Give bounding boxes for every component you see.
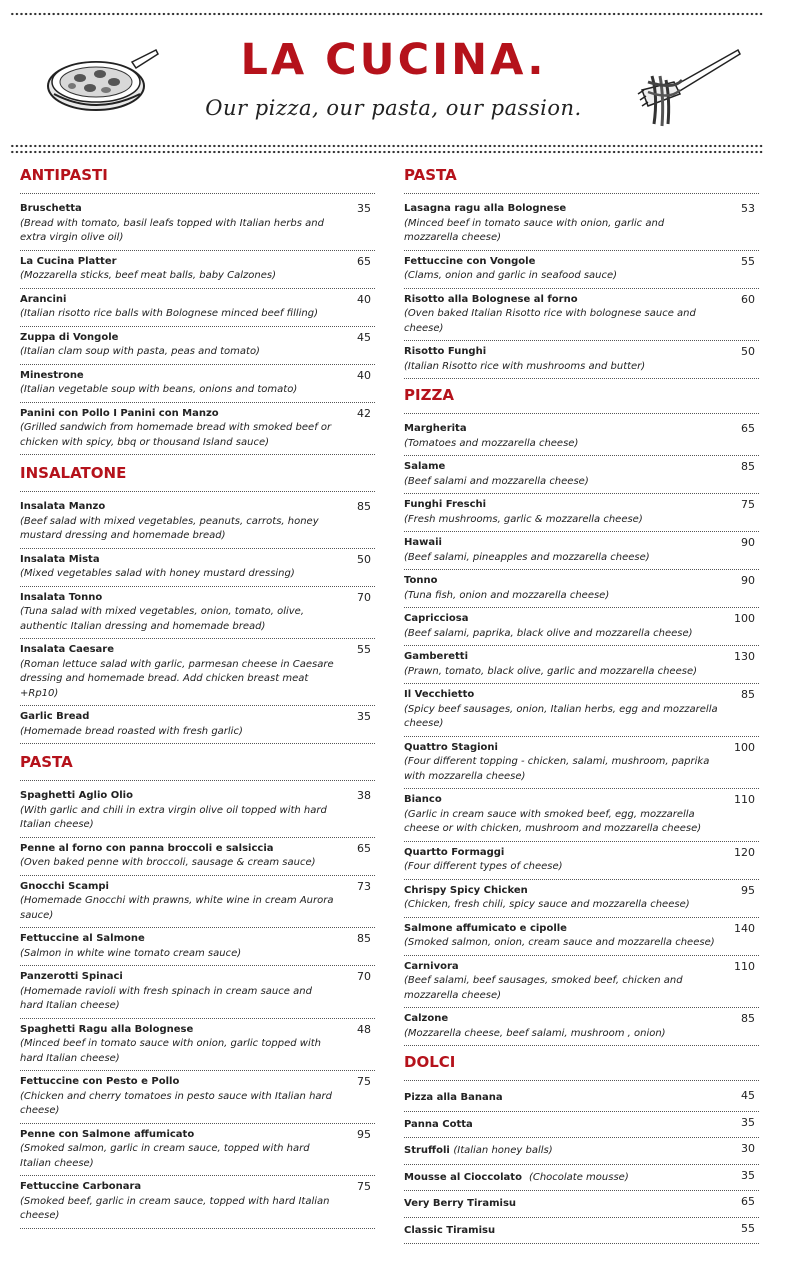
item-name: Arancini [20,293,67,305]
section-heading-pizza: PIZZA [404,383,759,414]
menu-item [404,737,759,790]
menu-item [404,608,759,646]
menu-item [20,706,375,744]
item-price: 85 [357,500,371,513]
dolci-list [404,1085,759,1244]
item-price: 100 [734,740,755,754]
menu-item [20,198,375,251]
menu-item [404,532,759,570]
section-heading-dolci: DOLCI [404,1050,759,1081]
item-price: 75 [741,498,755,511]
menu-item [404,1138,759,1165]
item-desc: (Beef salami, paprika, black olive and mozzarella cheese) [404,627,693,639]
menu-item [404,198,759,251]
item-name-text: Struffoli [404,1145,450,1156]
item-name: Risotto Funghi [404,346,487,357]
item-name: Fettuccine Carbonara [20,1181,142,1192]
item-price: 85 [357,932,371,945]
item-price: 45 [741,1089,755,1102]
item-name: Il Vecchietto [404,689,475,700]
item-name: Spaghetti Aglio Olio [20,790,133,801]
item-name: Very Berry Tiramisu [404,1198,517,1209]
item-price: 65 [357,841,371,855]
top-dotted-border [10,12,763,16]
item-name: Chrispy Spicy Chicken [404,884,528,896]
item-name: Bianco [404,794,442,805]
item-desc: (Four different topping - chicken, salami, mushroom, paprika with mozzarella cheese) [404,756,710,782]
item-name: Minestrone [20,369,84,381]
item-name: Insalata Caesare [20,644,115,655]
item-desc: (Salmon in white wine tomato cream sauce) [20,947,242,959]
item-price: 75 [357,1180,371,1193]
item-desc: (Italian honey balls) [453,1145,553,1156]
section-heading-insalatone: INSALATONE [20,461,375,492]
menu-item [20,549,375,587]
header-dotted-divider [10,144,763,148]
item-desc: (Grilled sandwich from homemade bread with smoked beef or chicken with spicy, bbq or thousand Island sauce) [20,422,332,448]
item-name: Fettuccine al Salmone [20,933,145,944]
menu-item [404,1218,759,1245]
item-name: Pizza alla Banana [404,1092,503,1103]
menu-column-right [404,163,759,1244]
menu-item [20,966,375,1019]
item-name: Classic Tiramisu [404,1224,496,1236]
item-price: 35 [357,710,371,723]
item-price: 48 [357,1022,371,1036]
menu-item [404,1112,759,1139]
item-desc: (Beef salad with mixed vegetables, peanuts, carrots, honey mustard dressing and homemade bread) [20,515,319,541]
item-price: 140 [734,921,755,935]
item-name: Bruschetta [20,203,82,214]
item-price: 130 [734,650,755,663]
item-price: 55 [741,254,755,268]
item-name: Panini con Pollo I Panini con Manzo [20,407,219,419]
item-name: Carnivora [404,960,459,972]
item-desc: (Four different types of cheese) [404,861,563,872]
restaurant-title: LA CUCINA. [240,35,547,85]
item-name: Fettuccine con Vongole [404,255,536,267]
item-price: 35 [741,1115,755,1129]
menu-item [20,1071,375,1124]
menu-item [404,289,759,342]
tagline: Our pizza, our pasta, our passion. [205,96,582,120]
item-price: 53 [741,202,755,215]
item-desc: (Minced beef in tomato sauce with onion, garlic topped with hard Italian cheese) [20,1038,321,1064]
item-desc: (Oven baked Italian Risotto rice with bolognese sauce and cheese) [404,308,696,334]
item-desc: (Homemade Gnocchi with prawns, white wine in cream Aurora sauce) [20,895,334,921]
item-price: 65 [741,1195,755,1208]
menu-item [404,842,759,880]
menu-item [404,1008,759,1046]
menu-item [404,251,759,289]
item-name: Fettuccine con Pesto e Pollo [20,1076,180,1087]
section-heading-antipasti: ANTIPASTI [20,163,375,194]
item-name: Salmone affumicato e cipolle [404,922,567,934]
item-price: 60 [741,292,755,306]
item-name: La Cucina Platter [20,255,117,267]
item-desc: (Mixed vegetables salad with honey mustard dressing) [20,568,295,579]
item-desc: (Fresh mushrooms, garlic & mozzarella cheese) [404,513,643,525]
fork-pasta-icon [634,46,744,132]
item-price: 90 [741,536,755,549]
item-name: Capricciosa [404,613,469,624]
item-price: 85 [741,1012,755,1025]
item-desc: (Tuna fish, onion and mozzarella cheese) [404,589,610,601]
item-name: Risotto alla Bolognese al forno [404,293,578,305]
item-name: Funghi Freschi [404,499,487,510]
menu-item [404,341,759,379]
item-price: 65 [741,422,755,435]
menu-item [20,1124,375,1177]
menu-item [20,403,375,456]
menu-item [20,327,375,365]
item-desc: (With garlic and chili in extra virgin olive oil topped with hard Italian cheese) [20,804,327,830]
menu-item [404,418,759,456]
item-price: 75 [357,1075,371,1088]
item-price: 50 [741,345,755,358]
item-desc: (Beef salami and mozzarella cheese) [404,475,589,487]
item-price: 35 [357,202,371,215]
item-desc: (Italian vegetable soup with beans, onions and tomato) [20,384,298,395]
menu-item [404,956,759,1009]
menu-item [404,684,759,737]
menu-item [404,494,759,532]
item-price: 100 [734,612,755,625]
item-name: Gnocchi Scampi [20,880,109,892]
item-desc: (Spicy beef sausages, onion, Italian herbs, egg and mozzarella cheese) [404,703,718,729]
item-name: Garlic Bread [20,711,90,722]
item-name: Lasagna ragu alla Bolognese [404,203,567,214]
menu-item [20,838,375,876]
item-name: Spaghetti Ragu alla Bolognese [20,1023,194,1035]
item-price: 42 [357,406,371,420]
item-price: 55 [357,643,371,656]
menu-item [404,646,759,684]
item-price: 85 [741,460,755,473]
item-desc: (Smoked salmon, garlic in cream sauce, topped with hard Italian cheese) [20,1143,310,1169]
menu-item [404,789,759,842]
item-desc: (Bread with tomato, basil leafs topped with Italian herbs and extra virgin olive oil) [20,217,324,243]
section-heading-pasta: PASTA [20,750,375,781]
item-desc: (Tomatoes and mozzarella cheese) [404,437,579,449]
item-desc: (Italian risotto rice balls with Bolognese minced beef filling) [20,308,319,319]
item-name: Quattro Stagioni [404,741,498,753]
menu-item [20,785,375,838]
item-name: Insalata Mista [20,553,100,565]
item-price: 85 [741,688,755,701]
menu-item [20,1019,375,1072]
item-desc: (Smoked salmon, onion, cream sauce and mozzarella cheese) [404,937,715,948]
item-desc: (Mozzarella cheese, beef salami, mushroom , onion) [404,1027,666,1039]
item-desc: (Beef salami, pineapples and mozzarella cheese) [404,551,650,563]
item-name: Quartto Formaggi [404,846,505,858]
item-price: 95 [357,1127,371,1141]
menu-item [404,1165,759,1192]
item-desc: (Clams, onion and garlic in seafood sauce) [404,270,618,281]
item-desc: (Tuna salad with mixed vegetables, onion, tomato, olive, authentic Italian dressing and homemade bread) [20,606,305,632]
item-desc: (Oven baked penne with broccoli, sausage & cream sauce) [20,857,316,868]
item-name: Penne al forno con panna broccoli e salsiccia [20,842,274,854]
menu-item [404,880,759,918]
item-price: 55 [741,1221,755,1235]
menu-item [404,1085,759,1112]
item-desc: (Garlic in cream sauce with smoked beef, egg, mozzarella cheese or with chicken, mushroom and mozzarella cheese) [404,808,702,834]
item-name [404,1171,719,1186]
item-name [404,1144,719,1159]
header-dotted-divider-2 [10,150,763,154]
item-price: 30 [741,1142,755,1155]
item-price: 38 [357,789,371,802]
menu-item [20,1176,375,1229]
menu-item [20,251,375,289]
item-price: 70 [357,970,371,983]
item-name: Hawaii [404,537,442,548]
item-desc: (Beef salami, beef sausages, smoked beef, chicken and mozzarella cheese) [404,975,683,1001]
item-price: 35 [741,1168,755,1182]
item-price: 73 [357,879,371,893]
item-name: Insalata Tonno [20,591,103,603]
item-price: 50 [357,552,371,566]
menu-item [20,876,375,929]
item-desc: (Roman lettuce salad with garlic, parmesan cheese in Caesare dressing and homemade bread. Add chicken breast meat +Rp10) [20,658,334,699]
item-price: 120 [734,845,755,859]
menu-item [404,1191,759,1218]
item-name: Insalata Manzo [20,501,106,512]
menu-column-left [20,163,375,1229]
item-price: 65 [357,254,371,268]
item-name: Panzerotti Spinaci [20,971,123,982]
item-desc: (Minced beef in tomato sauce with onion, garlic and mozzarella cheese) [404,217,665,243]
item-desc: (Chicken and cherry tomatoes in pesto sauce with Italian hard cheese) [20,1090,332,1116]
item-price: 70 [357,590,371,604]
item-desc: (Smoked beef, garlic in cream sauce, topped with hard Italian cheese) [20,1195,330,1221]
menu-item [20,365,375,403]
item-name: Margherita [404,423,467,434]
menu-item [20,639,375,706]
item-desc: (Prawn, tomato, black olive, garlic and mozzarella cheese) [404,665,698,677]
item-name: Gamberetti [404,651,469,662]
item-desc: (Homemade bread roasted with fresh garlic) [20,725,243,737]
menu-item [20,928,375,966]
menu-item [20,496,375,549]
item-price: 40 [357,292,371,306]
menu-item [404,570,759,608]
item-name: Tonno [404,575,438,586]
item-desc: (Italian Risotto rice with mushrooms and butter) [404,360,646,372]
item-name: Salame [404,461,446,472]
section-heading-pasta: PASTA [404,163,759,194]
item-desc: (Chicken, fresh chili, spicy sauce and mozzarella cheese) [404,899,690,910]
item-name: Calzone [404,1013,449,1024]
item-price: 110 [734,793,755,806]
menu-item [20,587,375,640]
item-name-text: Mousse al Cioccolato [404,1171,522,1183]
item-desc: (Italian clam soup with pasta, peas and tomato) [20,346,260,357]
item-price: 95 [741,883,755,897]
item-desc: (Chocolate mousse) [528,1171,629,1183]
item-price: 110 [734,959,755,973]
item-price: 90 [741,574,755,587]
item-name: Penne con Salmone affumicato [20,1128,195,1140]
item-price: 40 [357,368,371,382]
item-name: Zuppa di Vongole [20,331,119,343]
item-desc: (Homemade ravioli with fresh spinach in cream sauce and hard Italian cheese) [20,985,312,1011]
menu-item [404,456,759,494]
item-desc: (Mozzarella sticks, beef meat balls, baby Calzones) [20,270,277,281]
item-name: Panna Cotta [404,1118,473,1130]
menu-item [404,918,759,956]
item-price: 45 [357,330,371,344]
menu-item [20,289,375,327]
